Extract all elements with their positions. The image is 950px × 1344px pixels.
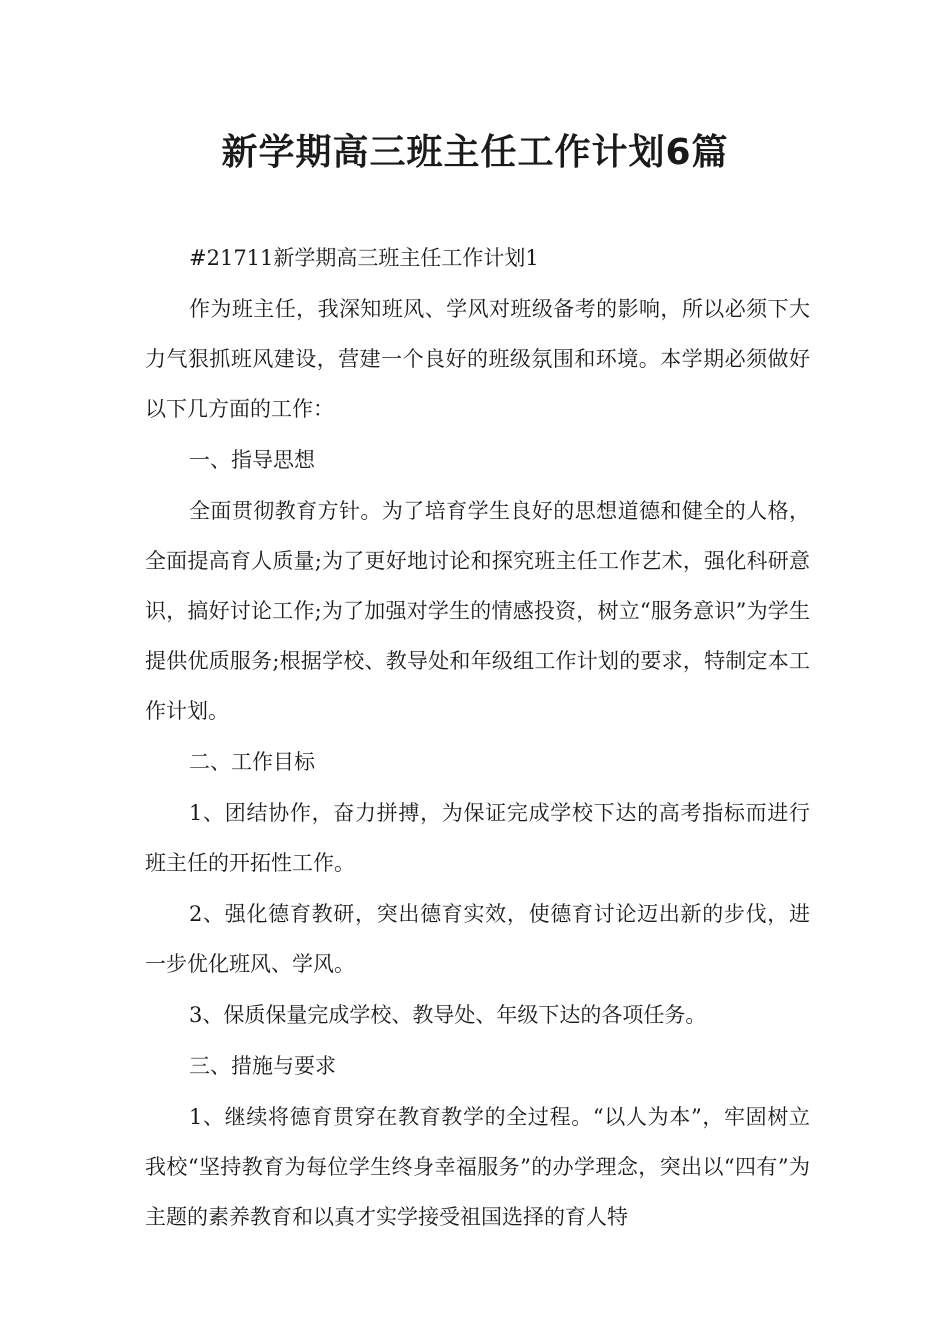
heading-guiding-ideology: 一、指导思想 [189,448,315,472]
paragraph-guiding-ideology: 全面贯彻教育方针。为了培育学生良好的思想道德和健全的人格，全面提高育人质量;为了更好地讨论和探究班主任工作艺术，强化科研意识，搞好讨论工作;为了加强对学生的情感投资，树立“服务意识”为学生提供优质服务;根据学校、教导处和年级组工作计划的要求，特制定本工作计划。 [145,499,810,723]
heading-work-goals: 二、工作目标 [189,750,315,774]
paragraph-measure-1: 1、继续将德育贯穿在教育教学的全过程。“以人为本”，牢固树立我校“坚持教育为每位学生终身幸福服务”的办学理念，突出以“四有”为主题的素养教育和以真才实学接受祖国选择的育人特 [145,1105,810,1229]
paragraph-section-heading: #21711新学期高三班主任工作计划1 [189,246,539,270]
paragraph-intro: 作为班主任，我深知班风、学风对班级备考的影响，所以必须下大力气狠抓班风建设，营建一个良好的班级氛围和环境。本学期必须做好以下几方面的工作： [145,297,810,421]
document-title: 新学期高三班主任工作计划6篇 [221,132,729,173]
paragraph-goal-1: 1、团结协作，奋力拼搏，为保证完成学校下达的高考指标而进行班主任的开拓性工作。 [145,801,810,875]
heading-measures: 三、措施与要求 [189,1054,336,1078]
paragraph-goal-3: 3、保质保量完成学校、教导处、年级下达的各项任务。 [189,1003,707,1027]
document-body [145,233,810,1242]
paragraph-goal-2: 2、强化德育教研，突出德育实效，使德育讨论迈出新的步伐，进一步优化班风、学风。 [145,902,810,976]
